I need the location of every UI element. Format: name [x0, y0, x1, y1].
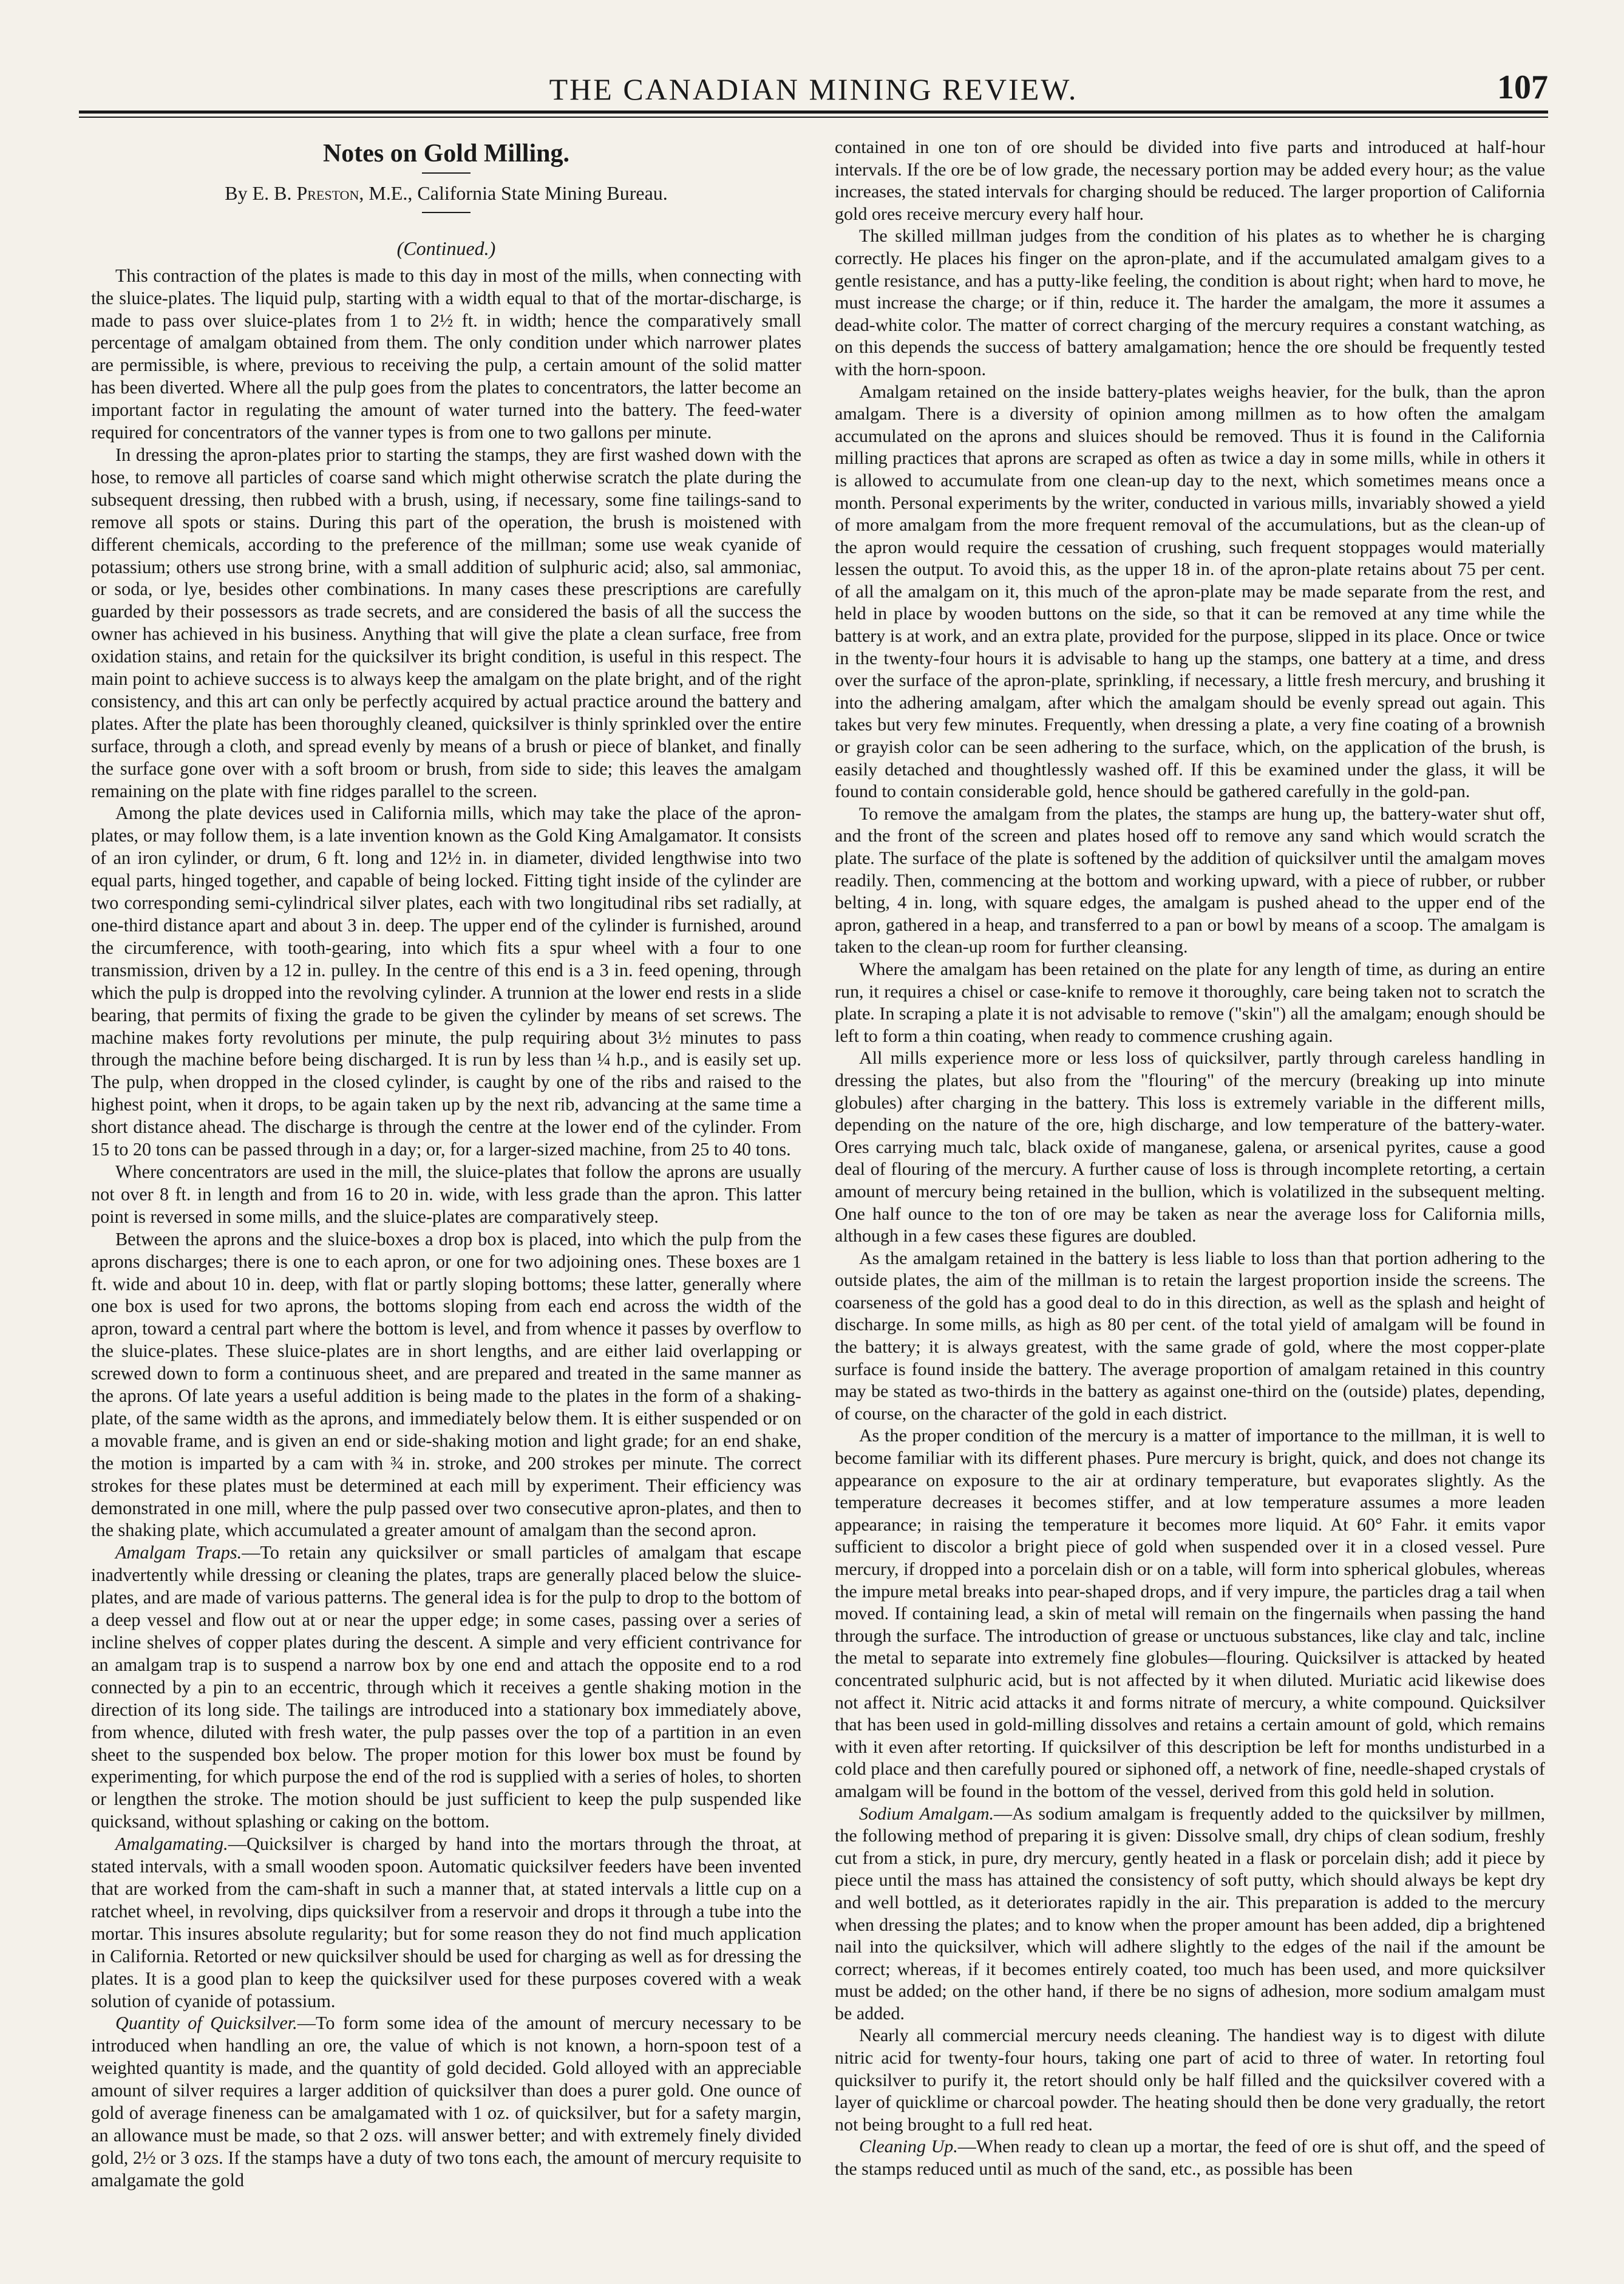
paragraph [91, 1541, 801, 1833]
paragraph [835, 2136, 1545, 2180]
header-rule-thin [79, 117, 1548, 118]
paragraph-text: This contraction of the plates is made to this day in most of the mills, when connecting with the sluice-plates. The liquid pulp, starting with a width equal to that of the mortar-discharge, is made to pass over sluice-plates from 1 to 2½ ft. in width; hence the comparatively small percentage of amalgam obtained from them. The only condition under which narrower plates are permissible, is where, previous to receiving the pulp, a certain amount of the solid matter has been diverted. Where all the pulp goes from the plates to concentrators, the latter become an important factor in regulating the amount of water turned into the battery. The feed-water required for concentrators of the vanner types is from one to two gallons per minute. [91, 265, 801, 443]
paragraph-text: —To form some idea of the amount of mercury necessary to be introduced when handling an ore, the value of which is not known, a horn-spoon test of a weighted quantity is made, and the quantity of gold decided. Gold alloyed with an appreciable amount of silver requires a larger addition of quicksilver than does a purer gold. One ounce of gold of average fineness can be amalgamated with 1 oz. of quicksilver, but for a safety margin, an allowance must be made, so that 2 ozs. will answer better; and with extremely finely divided gold, 2½ or 3 ozs. If the stamps have a duty of two tons each, the amount of mercury requisite to amalgamate the gold [91, 2013, 801, 2191]
paragraph [835, 137, 1545, 225]
paragraph [835, 1248, 1545, 1426]
paragraph-text: Where the amalgam has been retained on the plate for any length of time, as during an entire run, it requires a chisel or case-knife to remove it thoroughly, care being taken not to scratch the plate. In scraping a plate it is not advisable to remove ("skin") all the amalgam; enough should be left to form a thin coating, when ready to commence crushing again. [835, 959, 1545, 1046]
paragraph [835, 1803, 1545, 2025]
continued-note: (Continued.) [396, 237, 496, 259]
paragraph-text: Between the aprons and the sluice-boxes a drop box is placed, into which the pulp from the aprons discharges; there is one to each apron, or one for two adjoining ones. These boxes are 1 ft. wide and about 10 in. deep, with flat or partly sloping bottoms; these latter, generally where one box is used for two aprons, the bottoms sloping from each end across the width of the apron, toward a central part where the bottom is level, and from whence it passes by overflow to the sluice-plates. These sluice-plates are in short lengths, and are either laid overlapping or screwed down to form a continuous sheet, and are prepared and treated in the same manner as the aprons. Of late years a useful addition is being made to the plates in the form of a shaking-plate, of the same width as the aprons, and immediately below them. It is either suspended or on a movable frame, and is given an end or side-shaking motion and light grade; for an end shake, the motion is imparted by a cam with ¾ in. stroke, and 200 strokes per minute. The correct strokes for these plates must be determined at each mill by experiment. Their efficiency was demonstrated in one mill, where the pulp passed over two consecutive apron-plates, and then to the shaking plate, which accumulated a greater amount of amalgam than the second apron. [91, 1228, 801, 1541]
paragraph-text: Amalgam retained on the inside battery-plates weighs heavier, for the bulk, than the apron amalgam. There is a diversity of opinion among millmen as to how often the amalgam accumulated on the aprons and sluices should be removed. Thus it is found in the California milling practices that aprons are scraped as often as twice a day in some mills, while in others it is allowed to accumulate from one clean-up day to the next, which sometimes means once a month. Personal experiments by the writer, conducted in various mills, invariably showed a yield of more amalgam from the more frequent removal of the accumulations, but as the clean-up of the apron would require the cessation of crushing, such frequent stoppages would materially lessen the output. To avoid this, as the upper 18 in. of the apron-plate retains about 75 per cent. of all the amalgam on it, this much of the apron-plate may be made separate from the rest, and held in place by wooden buttons on the side, so that it can be removed at any time while the battery is at work, and an extra plate, provided for the purpose, slipped in its place. Once or twice in the twenty-four hours it is advisable to hang up the stamps, one battery at a time, and dress over the surface of the apron-plate, sprinkling, if necessary, a little fresh mercury, and brushing it into the adhering amalgam, after which the amalgam should be evenly spread out again. This takes but very few minutes. Frequently, when dressing a plate, a very fine coating of a brownish or grayish color can be seen adhering to the surface, which, on the application of the brush, is easily detached and thoughtlessly washed off. If this be examined under the glass, it will be found to contain considerable gold, hence should be gathered carefully in the gold-pan. [835, 381, 1545, 802]
paragraph [835, 1047, 1545, 1247]
paragraph-text: To remove the amalgam from the plates, the stamps are hung up, the battery-water shut off, and the front of the screen and plates hosed off to remove any sand which would scratch the plate. The surface of the plate is softened by the addition of quicksilver until the amalgam moves readily. Then, commencing at the bottom and working upward, with a piece of rubber, or rubber belting, 4 in. long, with square edges, the amalgam is pushed ahead to the upper end of the apron, gathered in a heap, and transferred to a pan or bowl by means of a scoop. The amalgam is taken to the clean-up room for further cleansing. [835, 803, 1545, 957]
paragraph [91, 1161, 801, 1228]
title-dash [422, 172, 471, 174]
paragraph-text: In dressing the apron-plates prior to starting the stamps, they are first washed down with the hose, to remove all particles of coarse sand which might otherwise scratch the plate during the subsequent dressing, then rubbed with a brush, using, if necessary, some fine tailings-sand to remove all spots or stains. During this part of the operation, the brush is moistened with different chemicals, according to the preference of the millman; some use weak cyanide of potassium; others use strong brine, with a small addition of sulphuric acid; also, sal ammoniac, or soda, or lye, besides other combinations. In many cases these prescriptions are carefully guarded by their possessors as trade secrets, and are considered the basis of all the success the owner has achieved in his business. Anything that will give the plate a clean surface, free from oxidation stains, and retain for the quicksilver its bright condition, is useful in this respect. The main point to achieve success is to always keep the amalgam on the plate bright, and of the right consistency, and this art can only be perfectly acquired by actual practice around the battery and plates. After the plate has been thoroughly cleaned, quicksilver is thinly sprinkled over the entire surface, through a cloth, and spread evenly by means of a brush or piece of blanket, and finally the surface gone over with a soft broom or brush, from side to side; this leaves the amalgam remaining on the plate with fine ridges parallel to the screen. [91, 444, 801, 801]
paragraph-text: contained in one ton of ore should be divided into five parts and introduced at half-hour intervals. If the ore be of low grade, the necessary portion may be added every hour; as the value increases, the stated intervals for charging should be reduced. The larger proportion of California gold ores receive mercury every half hour. [835, 137, 1545, 224]
masthead [79, 61, 1548, 109]
paragraph [835, 225, 1545, 381]
article-title: Notes on Gold Milling. [322, 140, 570, 168]
paragraph [835, 381, 1545, 803]
byline [91, 182, 801, 205]
paragraph-text: —Quicksilver is charged by hand into the mortars through the throat, at stated intervals, with a small wooden spoon. Automatic quicksilver feeders have been invented that are worked from the cam-shaft in such a manner that, at stated intervals a little cup on a ratchet wheel, in revolving, dips quicksilver from a reservoir and drops it through a tube into the mortar. This insures absolute regularity; but for some reason they do not find much application in California. Retorted or new quicksilver should be used for charging as well as for dressing the plates. It is a good plan to keep the quicksilver used for these purposes covered with a weak solution of cyanide of potassium. [91, 1834, 801, 2011]
paragraph-text: Among the plate devices used in California mills, which may take the place of the apron-plates, or may follow them, is a late invention known as the Gold King Amalgamator. It consists of an iron cylinder, or drum, 6 ft. long and 12½ in. in diameter, divided lengthwise into two equal parts, hinged together, and capable of being locked. Fitting tight inside of the cylinder are two corresponding semi-cylindrical silver plates, each with two longitudinal ribs set radially, at one-third distance apart and about 3 in. deep. The upper end of the cylinder is furnished, around the circumference, with tooth-gearing, into which fits a spur wheel with a four to one transmission, driven by a 12 in. pulley. In the centre of this end is a 3 in. feed opening, through which the pulp is dropped into the revolving cylinder. A trunnion at the lower end rests in a slide bearing, that permits of fixing the grade to be given the cylinder by means of set screws. The machine makes forty revolutions per minute, the pulp requiring about 3½ minutes to pass through the machine before being discharged. It is run by less than ¼ h.p., and is easily set up. The pulp, when dropped in the closed cylinder, is caught by one of the ribs and raised to the highest point, when it drops, to be again taken up by the next rib, advancing at the same time a short distance ahead. The discharge is through the centre at the lower end of the cylinder. From 15 to 20 tons can be passed through in a day; or, for a larger-sized machine, from 25 to 40 tons. [91, 803, 801, 1160]
paragraph [835, 1425, 1545, 1803]
paragraph-text: —When ready to clean up a mortar, the feed of ore is shut off, and the speed of the stamps reduced until as much of the sand, etc., as possible has been [835, 2136, 1545, 2180]
paragraph-text: Nearly all commercial mercury needs cleaning. The handiest way is to digest with dilute nitric acid for twenty-four hours, taking one part of acid to three of water. In retorting foul quicksilver to purify it, the retort should only be half filled and the quicksilver covered with a layer of quicklime or charcoal powder. The heating should then be done very gradually, the retort not being brought to a full red heat. [835, 2025, 1545, 2135]
paragraph-text: —To retain any quicksilver or small particles of amalgam that escape inadvertently while dressing or cleaning the plates, traps are generally placed below the sluice-plates, and are made of various patterns. The general idea is for the pulp to drop to the bottom of a deep vessel and flow out at or near the upper edge; in some cases, passing over a series of incline shelves of copper plates during the descent. A simple and very efficient contrivance for an amalgam trap is to suspend a narrow box by one end and attach the opposite end to a rod connected by a pin to an eccentric, through which it receives a gentle shaking motion in the direction of its long side. The tailings are introduced into a stationary box immediately above, from whence, diluted with fresh water, the pulp passes over the top of a partition in an even sheet to the suspended box below. The proper motion for this lower box must be found by experimenting, for which purpose the end of the rod is supplied with a series of holes, to shorten or lengthen the stroke. The motion should be just sufficient to keep the pulp suspended like quicksand, without splashing or caking on the bottom. [91, 1542, 801, 1832]
paragraph-text: —As sodium amalgam is frequently added to the quicksilver by millmen, the following method of preparing it is given: Dissolve small, dry chips of clean sodium, freshly cut from a stick, in pure, dry mercury, gently heated in a flask or porcelain dish; add it piece by piece until the mass has attained the consistency of soft putty, which should always be kept dry and well bottled, as it deteriorates rapidly in the air. This preparation is added to the mercury when dressing the plates; and to know when the proper amount has been added, dip a brightened nail into the quicksilver, which will adhere slightly to the edges of the nail if the amount be correct; whereas, if it becomes entirely coated, too much has been used, and more quicksilver must be added; on the other hand, if there be no signs of adhesion, more sodium amalgam must be added. [835, 1803, 1545, 2024]
publication-title: THE CANADIAN MINING REVIEW. [549, 72, 1078, 106]
author-name: E. B. Preston, M.E., [252, 182, 413, 204]
paragraph [91, 1228, 801, 1542]
page-number: 107 [1497, 69, 1548, 106]
byline-prefix: By [225, 182, 248, 204]
paragraph [91, 802, 801, 1161]
header-rule [79, 110, 1548, 114]
run-in-heading: Amalgamating. [115, 1834, 228, 1855]
right-column [835, 137, 1545, 2225]
paragraph-text: As the amalgam retained in the battery is less liable to loss than that portion adhering to the outside plates, the aim of the millman is to retain the largest proportion inside the screens. The coarseness of the gold has a good deal to do in this direction, as well as the splash and height of discharge. In some mills, as high as 80 per cent. of the total yield of amalgam will be found in the battery; it is always greatest, with the same grade of gold, where the most copper-plate surface is found inside the battery. The average proportion of amalgam retained in this country may be stated as two-thirds in the battery as against one-third on the (outside) plates, depending, of course, on the character of the gold in each district. [835, 1248, 1545, 1424]
paragraph-text: All mills experience more or less loss of quicksilver, partly through careless handling in dressing the plates, but also from the "flouring" of the mercury (breaking up into minute globules) after charging in the battery. This loss is extremely variable in the different mills, depending on the nature of the ore, high discharge, and low temperature of the battery-water. Ores carrying much talc, black oxide of manganese, galena, or arsenical pyrites, cause a good deal of flouring of the mercury. A further cause of loss is through incomplete retorting, a certain amount of mercury being retained in the bullion, which is volatilized in the subsequent melting. One half ounce to the ton of ore may be taken as near the average loss for California mills, although in a few cases these figures are doubled. [835, 1048, 1545, 1246]
left-column [91, 137, 801, 2225]
paragraph [91, 265, 801, 444]
run-in-heading: Quantity of Quicksilver. [115, 2013, 297, 2034]
run-in-heading: Cleaning Up. [859, 2136, 958, 2157]
paragraph-text: Where concentrators are used in the mill, the sluice-plates that follow the aprons are usually not over 8 ft. in length and from 16 to 20 in. wide, with less grade than the apron. This latter point is reversed in some mills, and the sluice-plates are comparatively steep. [91, 1161, 801, 1227]
paragraph [91, 444, 801, 803]
paragraph [91, 1833, 801, 2012]
paragraph-text: The skilled millman judges from the condition of his plates as to whether he is charging correctly. He places his finger on the apron-plate, and if the accumulated amalgam gives to a gentle resistance, and has a putty-like feeling, the condition is about right; when hard to move, he must increase the charge; or if thin, reduce it. The harder the amalgam, the more it assumes a dead-white color. The matter of correct charging of the mercury requires a constant watching, as on this depends the success of battery amalgamation; hence the ore should be frequently tested with the horn-spoon. [835, 226, 1545, 379]
author-affiliation: California State Mining Bureau. [417, 182, 668, 204]
byline-dash [422, 212, 471, 213]
paragraph [91, 2012, 801, 2191]
run-in-heading: Amalgam Traps. [115, 1542, 242, 1563]
paragraph [835, 803, 1545, 959]
paragraph [835, 959, 1545, 1047]
run-in-heading: Sodium Amalgam. [859, 1803, 994, 1824]
paragraph [835, 2025, 1545, 2136]
paragraph-text: As the proper condition of the mercury is a matter of importance to the millman, it is well to become familiar with its different phases. Pure mercury is bright, quick, and does not change its appearance on exposure to the air at ordinary temperature, but evaporates slightly. As the temperature decreases it becomes stiffer, and at low temperature assumes a more leaden appearance; in raising the temperature it becomes more liquid. At 60° Fahr. it emits vapor sufficient to discolor a bright piece of gold when suspended over it in a closed vessel. Pure mercury, if dropped into a porcelain dish or on a table, will form into spherical globules, whereas the impure metal breaks into pear-shaped drops, and if very impure, the particles drag a tail when moved. If containing lead, a skin of metal will remain on the fingernails when passing the hand through the surface. The introduction of grease or unctuous substances, like clay and talc, incline the metal to separate into extremely fine globules—flouring. Quicksilver is attacked by heated concentrated sulphuric acid, but is not affected by it when diluted. Muriatic acid likewise does not affect it. Nitric acid attacks it and forms nitrate of mercury, a white compound. Quicksilver that has been used in gold-milling dissolves and retains a certain amount of gold, which remains with it even after retorting. If quicksilver of this description be left for months undisturbed in a cold place and then carefully poured or siphoned off, a network of fine, needle-shaped crystals of amalgam will be found in the bottom of the vessel, derived from this gold held in solution. [835, 1426, 1545, 1801]
